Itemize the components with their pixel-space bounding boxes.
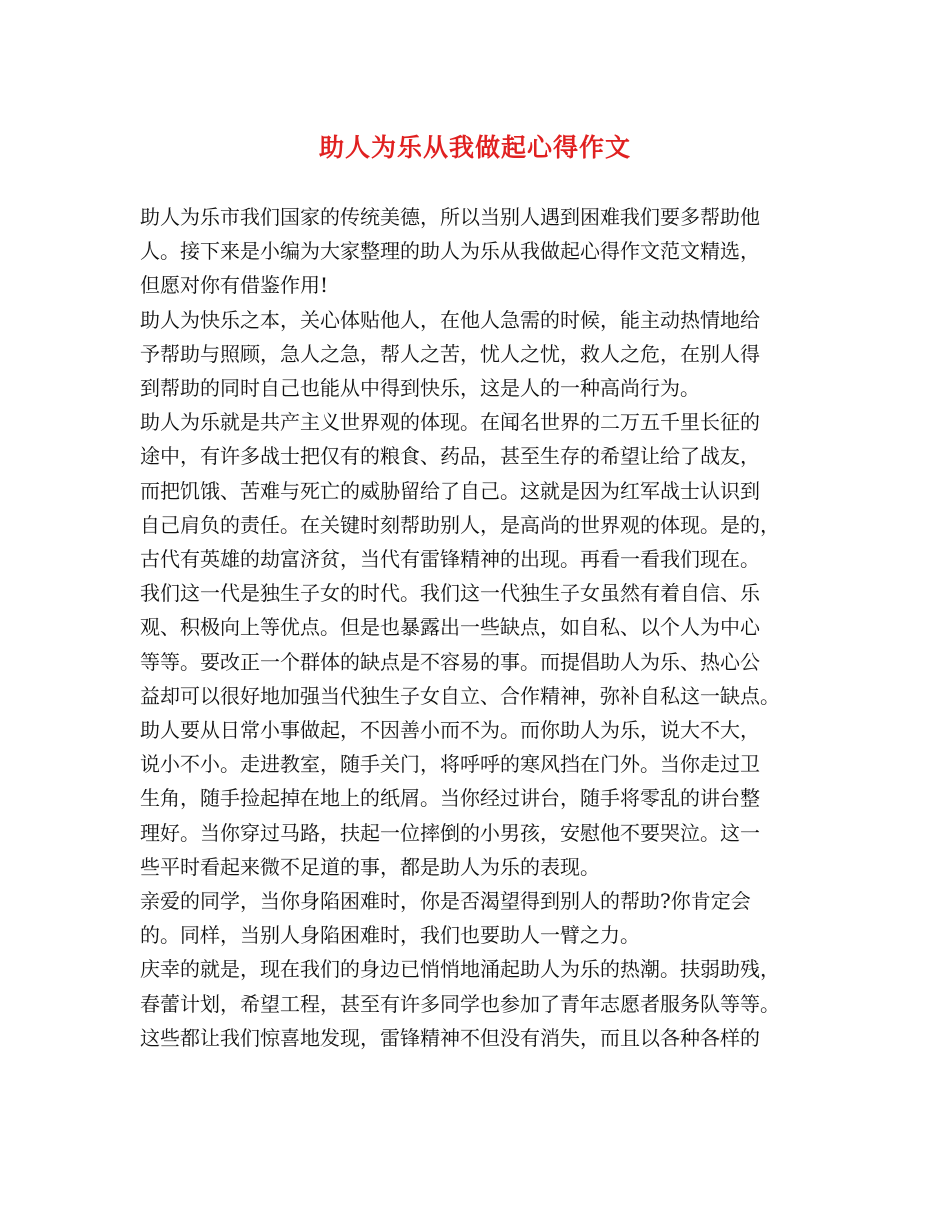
text-line: 观、积极向上等优点。但是也暴露出一些缺点，如自私、以个人为中心 [140, 615, 760, 640]
text-line: 自己肩负的责任。在关键时刻帮助别人，是高尚的世界观的体现。是的， [140, 512, 780, 537]
text-line: 亲爱的同学，当你身陷困难时，你是否渴望得到别人的帮助?你肯定会 [140, 889, 751, 914]
text-line: 助人要从日常小事做起，不因善小而不为。而你助人为乐，说大不大， [140, 718, 760, 743]
text-line: 途中，有许多战士把仅有的粮食、药品，甚至生存的希望让给了战友， [140, 444, 760, 469]
text-line: 人。接下来是小编为大家整理的助人为乐从我做起心得作文范文精选， [140, 239, 760, 264]
text-line: 春蕾计划，希望工程，甚至有许多同学也参加了青年志愿者服务队等等。 [140, 991, 780, 1016]
text-line: 古代有英雄的劫富济贫，当代有雷锋精神的出现。再看一看我们现在。 [140, 547, 760, 572]
text-line: 助人为乐市我们国家的传统美德，所以当别人遇到困难我们要多帮助他 [140, 205, 760, 229]
text-line: 助人为乐就是共产主义世界观的体现。在闻名世界的二万五千里长征的 [140, 410, 760, 435]
text-line: 到帮助的同时自己也能从中得到快乐，这是人的一种高尚行为。 [140, 376, 700, 401]
text-line: 而把饥饿、苦难与死亡的威胁留给了自己。这就是因为红军战士认识到 [140, 478, 760, 503]
text-line: 予帮助与照顾，急人之急，帮人之苦，忧人之忧，救人之危，在别人得 [140, 341, 760, 366]
text-line: 这些都让我们惊喜地发现，雷锋精神不但没有消失，而且以各种各样的 [140, 1025, 760, 1050]
text-line: 我们这一代是独生子女的时代。我们这一代独生子女虽然有着自信、乐 [140, 581, 760, 606]
text-line: 庆幸的就是，现在我们的身边已悄悄地涌起助人为乐的热潮。扶弱助残， [140, 957, 780, 982]
text-line: 些平时看起来微不足道的事，都是助人为乐的表现。 [140, 854, 600, 879]
text-line: 的。同样，当别人身陷困难时，我们也要助人一臂之力。 [140, 923, 640, 948]
document-body [140, 200, 830, 1055]
text-line: 助人为快乐之本，关心体贴他人，在他人急需的时候，能主动热情地给 [140, 307, 760, 332]
text-line: 益却可以很好地加强当代独生子女自立、合作精神，弥补自私这一缺点。 [140, 683, 780, 708]
document-title: 助人为乐从我做起心得作文 [318, 133, 631, 162]
text-line: 生角，随手捡起掉在地上的纸屑。当你经过讲台，随手将零乱的讲台整 [140, 786, 760, 811]
text-line: 等等。要改正一个群体的缺点是不容易的事。而提倡助人为乐、热心公 [140, 649, 760, 674]
text-line: 理好。当你穿过马路，扶起一位摔倒的小男孩，安慰他不要哭泣。这一 [140, 820, 760, 845]
text-line: 但愿对你有借鉴作用! [140, 273, 329, 298]
text-line: 说小不小。走进教室，随手关门，将呼呼的寒风挡在门外。当你走过卫 [140, 752, 760, 777]
